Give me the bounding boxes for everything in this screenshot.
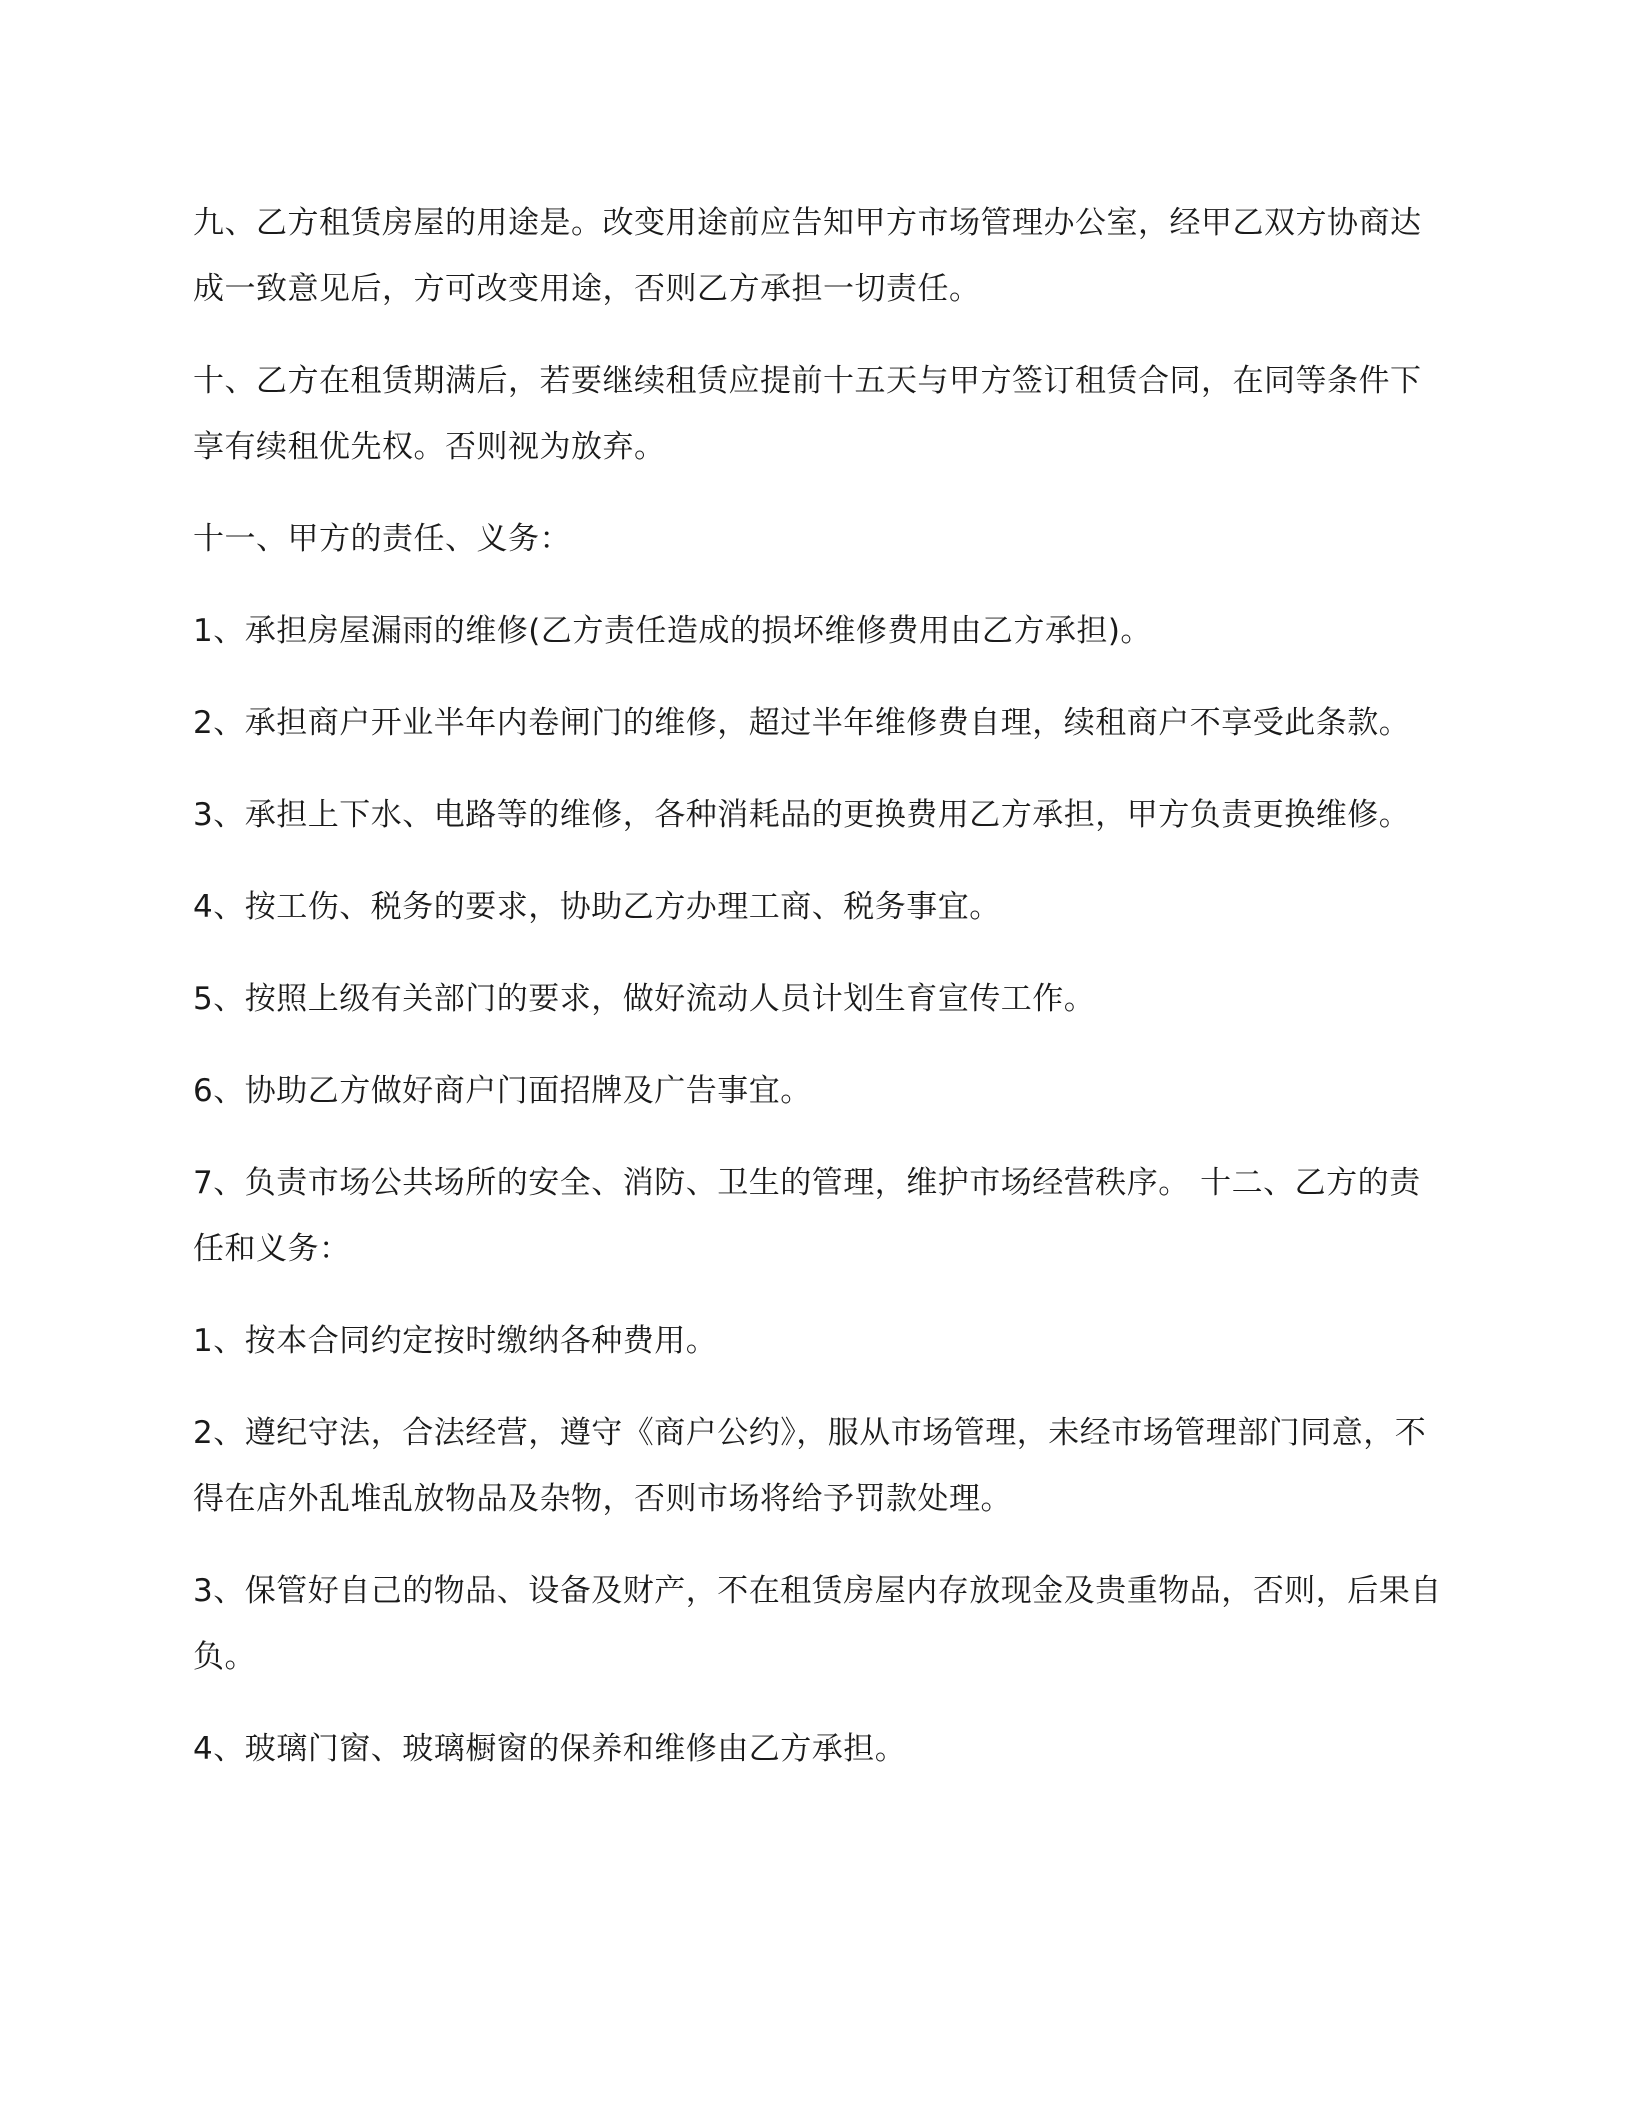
paragraph-clause-11-item-7: 7、负责市场公共场所的安全、消防、卫生的管理，维护市场经营秩序。 十二、乙方的责任和义务： [193, 1165, 1421, 1267]
document-body [193, 190, 1443, 1808]
paragraph-clause-11-item-6: 6、协助乙方做好商户门面招牌及广告事宜。 [193, 1073, 812, 1109]
paragraph-clause-11-item-4: 4、按工伤、税务的要求，协助乙方办理工商、税务事宜。 [193, 889, 1001, 925]
paragraph-clause-11-item-5: 5、按照上级有关部门的要求，做好流动人员计划生育宣传工作。 [193, 981, 1096, 1017]
paragraph-clause-11-heading: 十一、甲方的责任、义务： [193, 521, 571, 557]
paragraph-clause-12-item-4: 4、玻璃门窗、玻璃橱窗的保养和维修由乙方承担。 [193, 1731, 907, 1767]
paragraph-clause-11-item-1: 1、承担房屋漏雨的维修(乙方责任造成的损坏维修费用由乙方承担)。 [193, 613, 1152, 649]
paragraph-clause-11-item-2: 2、承担商户开业半年内卷闸门的维修，超过半年维修费自理，续租商户不享受此条款。 [193, 705, 1411, 741]
paragraph-clause-12-item-1: 1、按本合同约定按时缴纳各种费用。 [193, 1323, 718, 1359]
paragraph-clause-11-item-3: 3、承担上下水、电路等的维修，各种消耗品的更换费用乙方承担，甲方负责更换维修。 [193, 797, 1411, 833]
paragraph-clause-12-item-2: 2、遵纪守法，合法经营，遵守《商户公约》，服从市场管理，未经市场管理部门同意，不得在店外乱堆乱放物品及杂物，否则市场将给予罚款处理。 [193, 1415, 1427, 1517]
paragraph-clause-10: 十、乙方在租赁期满后，若要继续租赁应提前十五天与甲方签订租赁合同，在同等条件下享有续租优先权。否则视为放弃。 [193, 363, 1422, 465]
paragraph-clause-9: 九、乙方租赁房屋的用途是。改变用途前应告知甲方市场管理办公室，经甲乙双方协商达成一致意见后，方可改变用途，否则乙方承担一切责任。 [193, 205, 1422, 307]
paragraph-clause-12-item-3: 3、保管好自己的物品、设备及财产，不在租赁房屋内存放现金及贵重物品，否则，后果自负。 [193, 1573, 1442, 1675]
